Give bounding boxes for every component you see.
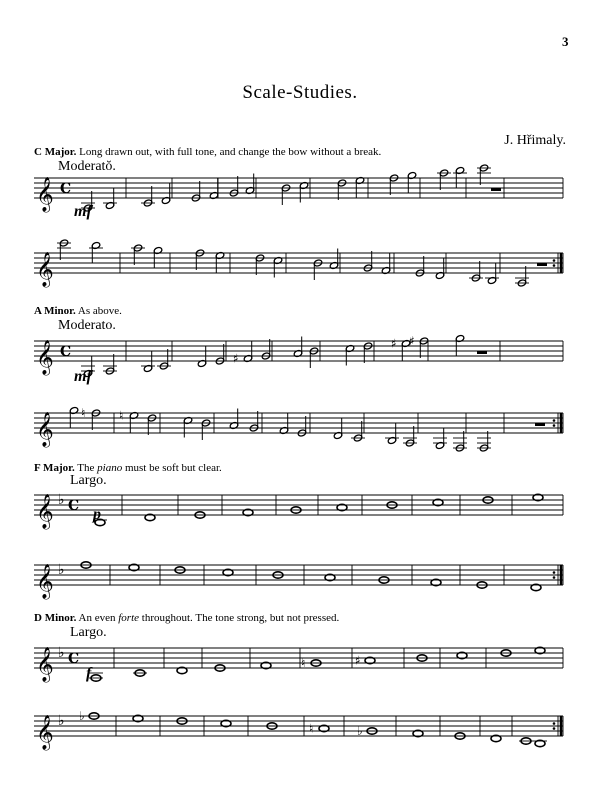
dynamic-marking: f <box>86 665 92 682</box>
sharp-icon: ♯ <box>233 351 239 366</box>
half-rest <box>535 423 545 426</box>
tempo-marking: Moderatŏ. <box>58 159 116 174</box>
natural-icon: ♮ <box>81 406 86 420</box>
music-staff <box>0 640 600 680</box>
sharp-icon: ♯ <box>355 653 361 668</box>
treble-clef-icon: 𝄞 <box>36 252 54 287</box>
half-rest <box>477 351 487 354</box>
sharp-icon: ♯ <box>409 334 415 348</box>
time-signature-icon: C <box>68 498 80 514</box>
flat-icon: ♭ <box>58 492 65 508</box>
sharp-icon: ♯ <box>391 336 397 351</box>
composer: J. Hřimaly. <box>504 133 566 148</box>
time-signature-icon: C <box>60 344 72 360</box>
time-signature-icon: C <box>60 181 72 197</box>
natural-icon: ♮ <box>301 656 306 670</box>
section-description: Long drawn out, with full tone, and change the bow without a break. <box>79 146 382 158</box>
section-heading-a-minor <box>34 305 122 317</box>
tempo-marking: Largo. <box>70 473 107 488</box>
music-staff <box>0 557 600 597</box>
treble-clef-icon: 𝄞 <box>36 340 54 375</box>
music-staff <box>0 708 600 748</box>
flat-icon: ♭ <box>58 562 65 578</box>
key-name: C Major. <box>34 146 77 158</box>
flat-icon: ♭ <box>79 709 85 723</box>
music-staff <box>0 333 600 373</box>
section-description: As above. <box>77 305 122 317</box>
natural-icon: ♮ <box>119 408 124 423</box>
half-rest <box>491 188 501 191</box>
time-signature-icon: C <box>68 651 80 667</box>
key-name: F Major. <box>34 462 75 474</box>
section-heading-d-minor <box>34 612 339 624</box>
treble-clef-icon: 𝄞 <box>36 564 54 599</box>
music-staff <box>0 487 600 527</box>
section-description: An even forte throughout. The tone strong, but not pressed. <box>78 612 340 624</box>
treble-clef-icon: 𝄞 <box>36 412 54 447</box>
section-heading-c-major <box>34 146 381 158</box>
dynamic-marking: mf <box>74 203 92 220</box>
music-staff <box>0 170 600 210</box>
treble-clef-icon: 𝄞 <box>36 494 54 529</box>
dynamic-marking: p <box>93 506 101 523</box>
half-rest <box>537 263 547 266</box>
dynamic-marking: mf <box>74 368 92 385</box>
tempo-marking: Moderato. <box>58 318 116 333</box>
treble-clef-icon: 𝄞 <box>36 715 54 750</box>
section-description: The piano must be soft but clear. <box>77 462 222 474</box>
page-number: 3 <box>562 34 569 49</box>
tempo-marking: Largo. <box>70 625 107 640</box>
music-staff <box>0 405 600 445</box>
flat-icon: ♭ <box>58 645 65 661</box>
treble-clef-icon: 𝄞 <box>36 177 54 212</box>
page-title: Scale-Studies. <box>242 82 358 103</box>
flat-icon: ♭ <box>357 724 363 738</box>
key-name: A Minor. <box>34 305 76 317</box>
section-heading-f-major <box>34 462 222 474</box>
key-name: D Minor. <box>34 612 77 624</box>
treble-clef-icon: 𝄞 <box>36 647 54 682</box>
flat-icon: ♭ <box>58 713 65 729</box>
music-staff <box>0 245 600 285</box>
natural-icon: ♮ <box>309 721 314 736</box>
